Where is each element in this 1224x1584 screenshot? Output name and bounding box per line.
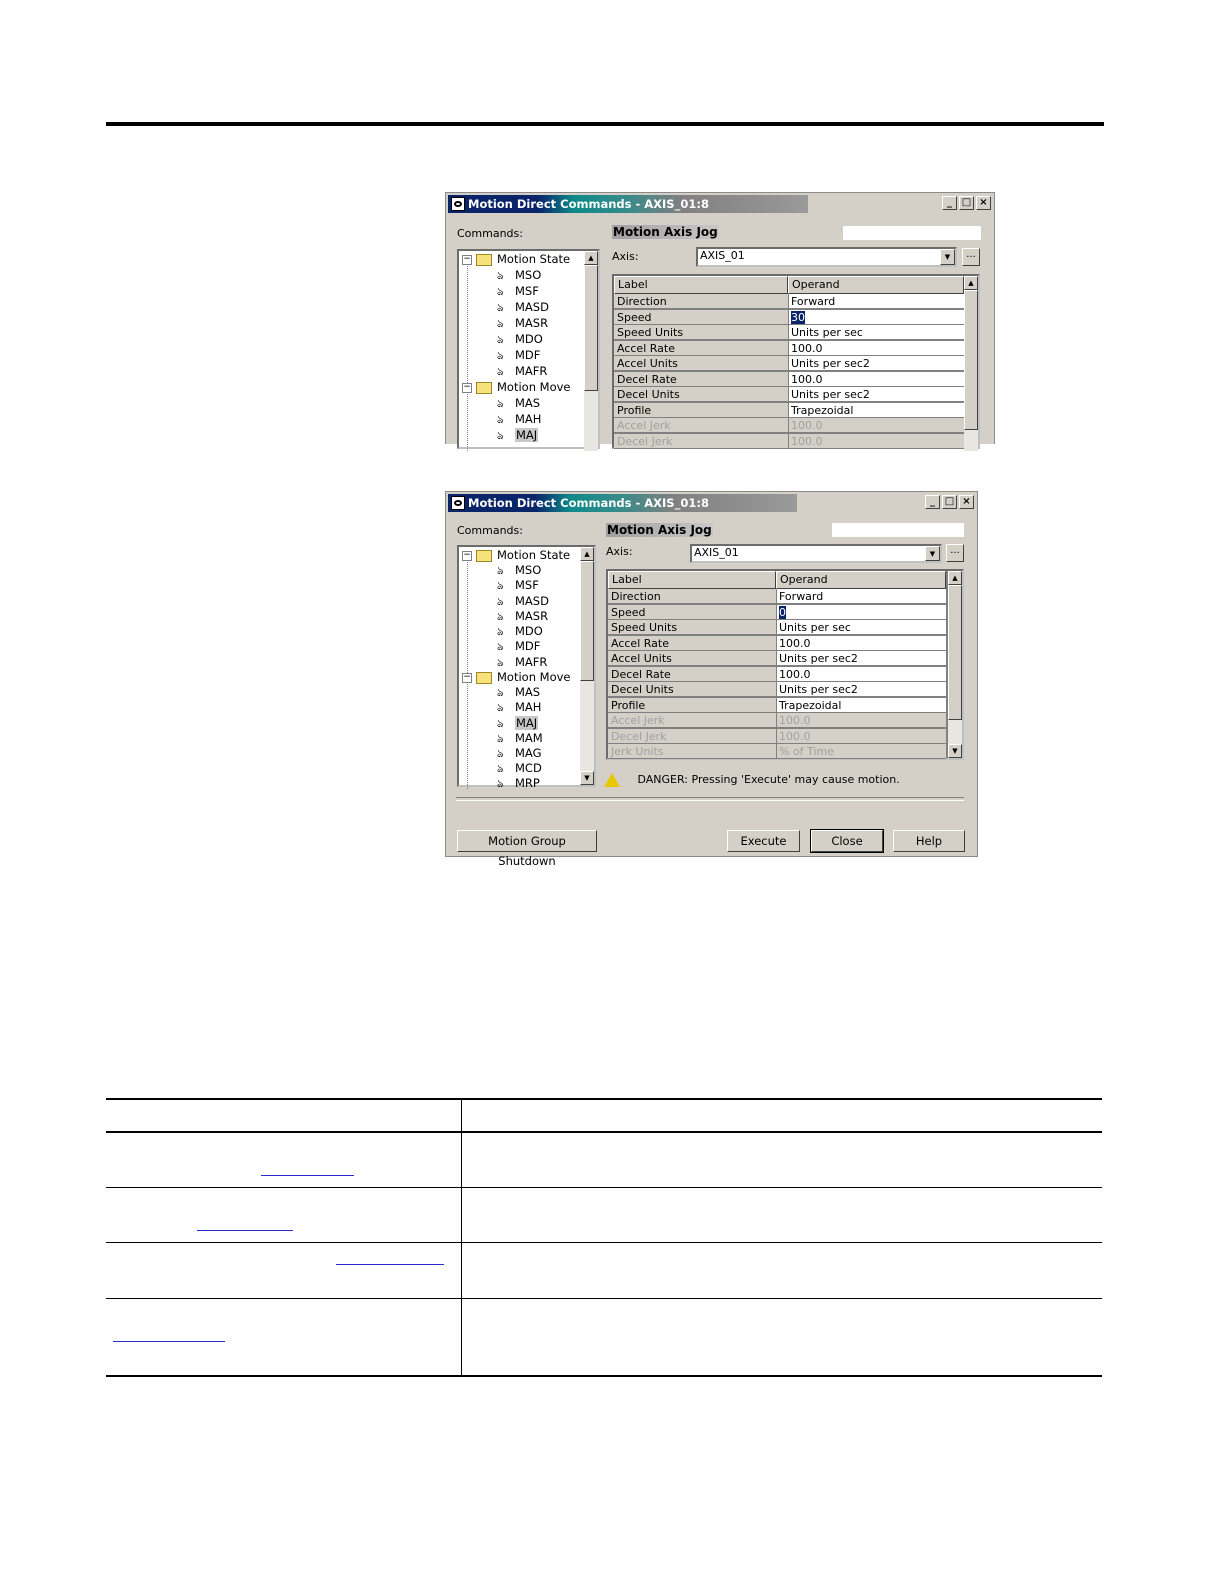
grid-cell-label: Jerk Units: [608, 744, 776, 759]
tree-item-label: MASR: [515, 316, 549, 330]
instruction-icon: ঌ: [497, 747, 504, 760]
speed-value[interactable]: 30: [791, 310, 805, 324]
window-controls: [925, 495, 974, 509]
instruction-icon: ঌ: [497, 777, 504, 790]
grid-scrollbar[interactable]: [964, 276, 978, 451]
grid-cell-operand[interactable]: Units per sec2: [776, 682, 946, 697]
minimize-button[interactable]: _: [925, 495, 940, 509]
status-box: [832, 523, 964, 537]
grid-cell-label: Speed Units: [608, 620, 776, 635]
tree-item[interactable]: [497, 347, 540, 363]
tree-item[interactable]: [497, 745, 542, 761]
parameter-grid[interactable]: [606, 569, 964, 760]
grid-cell-label: Decel Units: [608, 682, 776, 697]
tree-item-label: MDO: [515, 332, 543, 346]
instruction-icon: ঌ: [497, 595, 504, 608]
tree-item-label: MAJ: [516, 428, 538, 442]
grid-cell-operand[interactable]: Forward: [788, 294, 964, 309]
instruction-icon: ঌ: [497, 610, 504, 623]
command-heading: Motion Axis Jog: [613, 225, 718, 239]
tree-item-label: MDF: [515, 348, 541, 362]
cross-reference-link[interactable]: [261, 1175, 354, 1176]
tree-group-motion-state[interactable]: [462, 251, 570, 267]
scroll-up-icon[interactable]: ▲: [948, 571, 962, 585]
tree-item[interactable]: [497, 638, 540, 654]
command-tree[interactable]: [457, 249, 600, 449]
tree-item[interactable]: [497, 654, 547, 670]
table-bottom-rule: [106, 1375, 1102, 1377]
tree-item-label: MAH: [515, 700, 542, 714]
grid-cell-label: Accel Jerk: [614, 418, 788, 433]
commands-label: Commands:: [457, 524, 523, 537]
grid-cell-label: Accel Units: [614, 356, 788, 371]
instruction-icon: ঌ: [497, 701, 504, 714]
grid-cell-label: Decel Rate: [614, 372, 788, 387]
tree-item[interactable]: [497, 283, 539, 299]
tree-item[interactable]: [497, 623, 543, 639]
axis-combo[interactable]: [696, 247, 957, 267]
tree-group-motion-move[interactable]: [462, 379, 570, 395]
axis-label: Axis:: [612, 250, 639, 263]
collapse-icon[interactable]: −: [463, 671, 471, 682]
folder-icon: [476, 550, 492, 562]
tree-item[interactable]: [497, 395, 540, 411]
grid-cell-operand[interactable]: % of Time: [776, 744, 946, 759]
scroll-thumb[interactable]: [584, 265, 598, 391]
tree-item-label: MCD: [515, 761, 542, 775]
table-header-rule: [106, 1131, 1102, 1133]
tree-group-label: Motion State: [497, 252, 571, 266]
app-icon: [451, 496, 465, 510]
tree-item-label: MAJ: [516, 716, 538, 730]
tree-item-label: MASR: [515, 609, 549, 623]
scroll-up-icon[interactable]: ▲: [964, 276, 978, 290]
tree-item[interactable]: [497, 299, 549, 315]
grid-scrollbar[interactable]: [948, 571, 962, 758]
parameter-grid[interactable]: [612, 274, 980, 449]
table-column-divider: [461, 1098, 462, 1376]
grid-cell-operand[interactable]: 100.0: [788, 418, 964, 433]
status-box: [843, 226, 981, 240]
command-tree[interactable]: [457, 545, 596, 790]
instruction-icon: ঌ: [497, 579, 504, 592]
instruction-icon: ঌ: [497, 365, 504, 378]
instruction-icon: ঌ: [497, 269, 504, 282]
column-header-operand[interactable]: Operand: [788, 276, 964, 294]
grid-cell-label: Accel Rate: [608, 636, 776, 651]
instruction-icon: ঌ: [497, 317, 504, 330]
grid-cell-label: Decel Rate: [608, 667, 776, 682]
grid-cell-operand[interactable]: Units per sec: [788, 325, 964, 340]
app-icon: [451, 197, 465, 211]
help-button[interactable]: Help: [893, 830, 965, 852]
grid-cell-label: Direction: [614, 294, 788, 309]
cross-reference-link[interactable]: [197, 1230, 293, 1231]
tree-item[interactable]: [497, 730, 543, 746]
grid-cell-operand[interactable]: Units per sec2: [776, 651, 946, 666]
instruction-icon: ঌ: [497, 429, 504, 442]
collapse-icon[interactable]: −: [463, 253, 471, 264]
tree-group-motion-move[interactable]: [462, 669, 570, 685]
table-top-rule: [106, 1098, 1102, 1100]
cross-reference-link[interactable]: [113, 1341, 225, 1342]
axis-label: Axis:: [606, 545, 633, 558]
tree-item-label: MAH: [515, 412, 542, 426]
tree-group-label: Motion State: [497, 548, 571, 562]
tree-item[interactable]: [497, 775, 540, 791]
scroll-down-icon[interactable]: ▼: [948, 744, 962, 758]
chevron-down-icon[interactable]: ▼: [925, 546, 940, 561]
grid-cell-label: Direction: [608, 589, 776, 604]
grid-cell-operand[interactable]: 100.0: [776, 636, 946, 651]
title-bar[interactable]: [448, 494, 797, 512]
axis-value: AXIS_01: [700, 249, 745, 262]
tree-item[interactable]: [497, 760, 542, 776]
close-window-button[interactable]: ×: [959, 495, 974, 509]
instruction-icon: ঌ: [497, 333, 504, 346]
tree-item-label: MAFR: [515, 364, 548, 378]
instruction-icon: ঌ: [497, 625, 504, 638]
grid-cell-operand[interactable]: Forward: [776, 589, 946, 604]
motion-group-shutdown-button[interactable]: Motion Group Shutdown: [457, 830, 597, 852]
close-button[interactable]: Close: [811, 830, 883, 852]
axis-browse-button[interactable]: ...: [962, 248, 980, 266]
grid-cell-label: Speed Units: [614, 325, 788, 340]
grid-cell-label: Decel Jerk: [608, 729, 776, 744]
window-title: Motion Direct Commands - AXIS_01:8: [468, 496, 709, 510]
scroll-up-icon[interactable]: ▲: [584, 251, 598, 265]
axis-browse-button[interactable]: ...: [946, 544, 964, 562]
table-row-rule: [106, 1298, 1102, 1299]
tree-item[interactable]: [497, 363, 547, 379]
tree-item-label: MAM: [515, 731, 543, 745]
instruction-icon: ঌ: [497, 397, 504, 410]
tree-item[interactable]: [497, 331, 543, 347]
page-top-rule: [106, 122, 1104, 126]
tree-item[interactable]: [497, 608, 548, 624]
tree-item[interactable]: [497, 699, 541, 715]
tree-scrollbar[interactable]: [584, 251, 598, 451]
instruction-icon: ঌ: [497, 413, 504, 426]
grid-cell-operand[interactable]: Units per sec2: [788, 387, 964, 402]
instruction-icon: ঌ: [497, 762, 504, 775]
tree-item[interactable]: [497, 577, 539, 593]
instruction-icon: ঌ: [497, 717, 504, 730]
grid-cell-operand[interactable]: 100.0: [788, 372, 964, 387]
tree-item-label: MSO: [515, 268, 542, 282]
cross-reference-link[interactable]: [336, 1264, 444, 1265]
tree-item[interactable]: [497, 593, 549, 609]
tree-group-label: Motion Move: [497, 670, 571, 684]
instruction-icon: ঌ: [497, 301, 504, 314]
grid-cell-operand[interactable]: 100.0: [788, 434, 964, 449]
grid-cell-operand[interactable]: Units per sec: [776, 620, 946, 635]
instruction-icon: ঌ: [497, 732, 504, 745]
grid-cell-operand[interactable]: 100.0: [776, 667, 946, 682]
tree-item-label: MRP: [515, 776, 540, 790]
instruction-icon: ঌ: [497, 285, 504, 298]
maximize-button[interactable]: □: [942, 495, 957, 509]
tree-item[interactable]: [497, 267, 541, 283]
grid-cell-label: Profile: [608, 698, 776, 713]
tree-item[interactable]: [497, 684, 540, 700]
scroll-thumb[interactable]: [964, 290, 978, 430]
commands-label: Commands:: [457, 227, 523, 240]
tree-item-label: MAS: [515, 396, 541, 410]
tree-line: [467, 261, 468, 451]
tree-item-selected[interactable]: [497, 715, 538, 731]
folder-icon: [476, 672, 492, 684]
title-bar[interactable]: [448, 195, 808, 213]
grid-cell-label: Speed: [608, 605, 776, 620]
column-header-label[interactable]: Label: [614, 276, 788, 294]
instruction-icon: ঌ: [497, 349, 504, 362]
separator: [456, 797, 964, 801]
grid-cell-operand[interactable]: 100.0: [776, 729, 946, 744]
grid-cell-label: Accel Rate: [614, 341, 788, 356]
grid-cell-operand[interactable]: Units per sec2: [788, 356, 964, 371]
speed-value[interactable]: 0: [779, 605, 786, 619]
maximize-button[interactable]: □: [959, 196, 974, 210]
instruction-icon: ঌ: [497, 656, 504, 669]
scroll-thumb[interactable]: [948, 585, 962, 720]
tree-item-label: MSF: [515, 578, 539, 592]
grid-cell-label: Profile: [614, 403, 788, 418]
tree-item-label: MAG: [515, 746, 542, 760]
folder-icon: [476, 254, 492, 266]
motion-direct-commands-dialog-2: [445, 491, 978, 868]
column-header-label[interactable]: Label: [608, 571, 776, 589]
tree-item-selected[interactable]: [497, 427, 538, 443]
tree-item[interactable]: [497, 315, 548, 331]
warning-icon: [604, 773, 620, 787]
grid-cell-label: Accel Jerk: [608, 713, 776, 728]
tree-item-label: MAS: [515, 685, 541, 699]
tree-scrollbar[interactable]: [580, 547, 594, 785]
tree-item[interactable]: [497, 411, 541, 427]
grid-cell-label: Decel Units: [614, 387, 788, 402]
minimize-button[interactable]: _: [942, 196, 957, 210]
collapse-icon[interactable]: −: [463, 381, 471, 392]
motion-direct-commands-dialog-1: [445, 192, 995, 448]
grid-cell-label: Speed: [614, 310, 788, 325]
window-title: Motion Direct Commands - AXIS_01:8: [468, 197, 709, 211]
grid-cell-operand[interactable]: 100.0: [776, 713, 946, 728]
window-controls: [942, 196, 991, 210]
grid-cell-operand[interactable]: 100.0: [788, 341, 964, 356]
axis-combo[interactable]: [690, 544, 942, 563]
grid-cell-label: Accel Units: [608, 651, 776, 666]
warning-text: DANGER: Pressing 'Execute' may cause motion.: [637, 773, 900, 786]
command-heading: Motion Axis Jog: [607, 523, 712, 537]
instruction-icon: ঌ: [497, 640, 504, 653]
tree-item-label: MAFR: [515, 655, 548, 669]
scroll-down-icon[interactable]: ▼: [580, 771, 594, 785]
table-row-rule: [106, 1187, 1102, 1188]
grid-cell-operand[interactable]: [776, 605, 946, 620]
tree-item-label: MSO: [515, 563, 542, 577]
scroll-up-icon[interactable]: ▲: [580, 547, 594, 561]
tree-group-label: Motion Move: [497, 380, 571, 394]
table-row-rule: [106, 1242, 1102, 1243]
folder-icon: [476, 382, 492, 394]
chevron-down-icon[interactable]: ▼: [940, 249, 955, 265]
axis-value: AXIS_01: [694, 546, 739, 559]
column-header-operand[interactable]: Operand: [776, 571, 946, 589]
tree-item-label: MDF: [515, 639, 541, 653]
tree-item[interactable]: [497, 562, 541, 578]
grid-cell-operand[interactable]: Trapezoidal: [788, 403, 964, 418]
scroll-thumb[interactable]: [580, 561, 594, 681]
grid-cell-operand[interactable]: Trapezoidal: [776, 698, 946, 713]
grid-cell-operand[interactable]: [788, 310, 964, 325]
tree-group-motion-state[interactable]: [462, 547, 570, 563]
tree-item-label: MASD: [515, 300, 549, 314]
collapse-icon[interactable]: −: [463, 549, 471, 560]
close-window-button[interactable]: ×: [976, 196, 991, 210]
instruction-icon: ঌ: [497, 564, 504, 577]
grid-cell-label: Decel Jerk: [614, 434, 788, 449]
execute-button[interactable]: Execute: [727, 830, 800, 852]
instruction-icon: ঌ: [497, 686, 504, 699]
danger-warning: [604, 773, 900, 787]
tree-item-label: MDO: [515, 624, 543, 638]
tree-item-label: MSF: [515, 284, 539, 298]
tree-item-label: MASD: [515, 594, 549, 608]
